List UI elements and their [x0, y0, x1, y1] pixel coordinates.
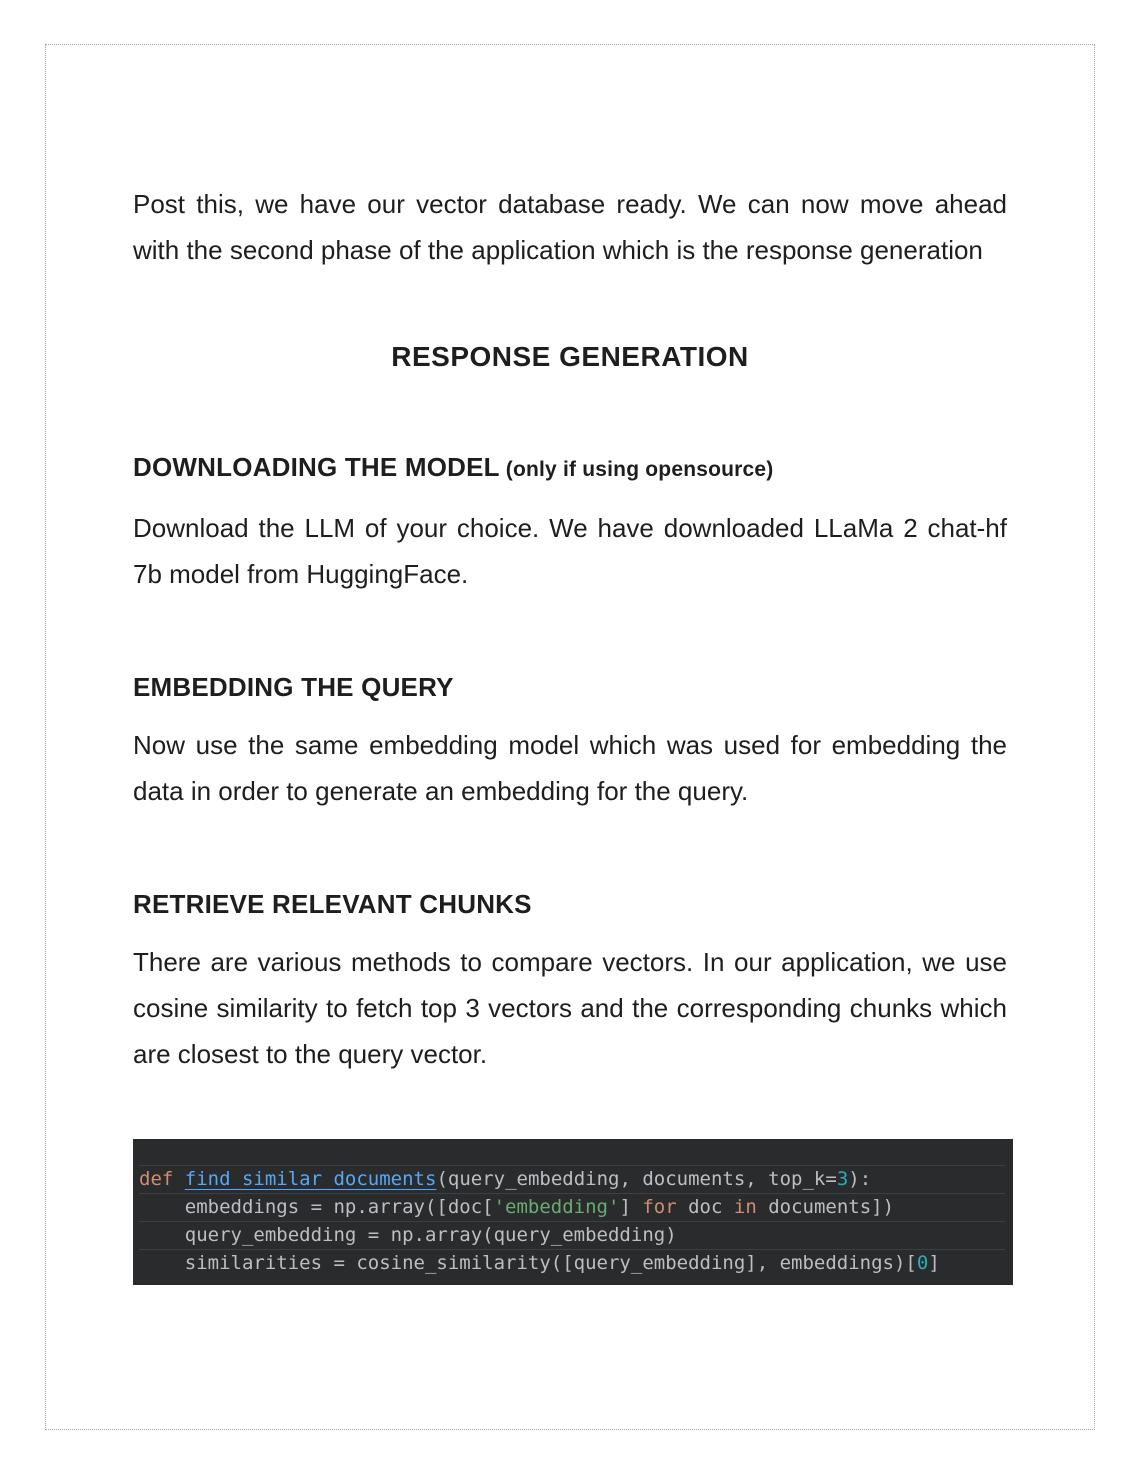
- code-token-function: find_similar_documents: [184, 1168, 437, 1190]
- code-token-keyword: for: [642, 1196, 677, 1218]
- code-block-header-strip: [139, 1143, 1005, 1165]
- code-token-keyword: in: [733, 1196, 757, 1218]
- code-token-plain: ):: [848, 1168, 872, 1190]
- code-token-plain: (query_embedding, documents, top_k=: [436, 1168, 837, 1190]
- code-token-number: 0: [916, 1252, 929, 1274]
- code-line: [139, 1193, 1005, 1221]
- code-token-plain: similarities = cosine_similarity([query_embedding], embeddings)[: [139, 1252, 917, 1274]
- code-token-plain: documents]): [756, 1196, 895, 1218]
- code-token-keyword: def: [139, 1168, 185, 1190]
- section-heading-text: EMBEDDING THE QUERY: [133, 672, 454, 702]
- code-line: [139, 1221, 1005, 1249]
- section-heading-text: DOWNLOADING THE MODEL: [133, 452, 500, 482]
- code-token-plain: query_embedding = np.array(query_embedding): [139, 1224, 677, 1246]
- section-heading-note: (only if using opensource): [499, 458, 774, 481]
- code-token-number: 3: [836, 1168, 849, 1190]
- code-token-plain: ]: [928, 1252, 940, 1274]
- section-body-retrieve-relevant-chunks: There are various methods to compare vectors. In our application, we use cosine similarity to fetch top 3 vectors and the corresponding chunks which are closest to the query vector.: [133, 947, 1007, 1069]
- section-heading-embedding-the-query: [133, 669, 1007, 705]
- section-body-downloading-the-model: Download the LLM of your choice. We have downloaded LLaMa 2 chat-hf 7b model from HuggingFace.: [133, 513, 1007, 589]
- code-line: [139, 1249, 1005, 1277]
- section-heading-retrieve-relevant-chunks: [133, 886, 1007, 922]
- code-token-plain: embeddings = np.array([doc[: [139, 1196, 494, 1218]
- section-body-embedding-the-query: Now use the same embedding model which was used for embedding the data in order to generate an embedding for the query.: [133, 730, 1007, 806]
- code-block: [133, 1139, 1013, 1285]
- code-token-plain: ]: [619, 1196, 643, 1218]
- section-heading-downloading-the-model: [133, 449, 1007, 488]
- page-content: [133, 0, 1007, 1285]
- page-title: RESPONSE GENERATION: [391, 341, 749, 372]
- section-heading-text: RETRIEVE RELEVANT CHUNKS: [133, 889, 532, 919]
- code-line: [139, 1165, 1005, 1193]
- intro-paragraph: Post this, we have our vector database ready. We can now move ahead with the second phase of the application which is the response generation: [133, 189, 1007, 265]
- code-token-plain: doc: [676, 1196, 734, 1218]
- code-block-lines: [139, 1165, 1005, 1277]
- code-token-string: 'embedding': [493, 1196, 620, 1218]
